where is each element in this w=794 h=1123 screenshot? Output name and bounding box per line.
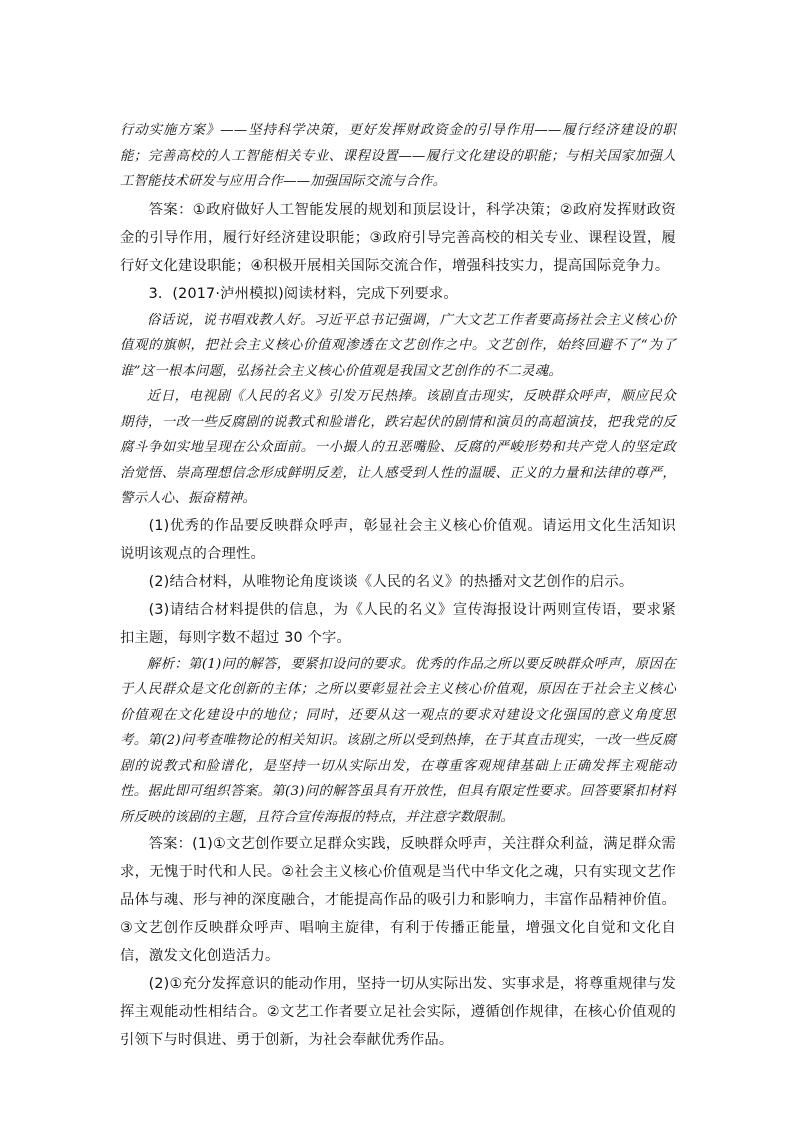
document-page [120, 118, 676, 1054]
analysis-paragraph: 解析：第(1)问的解答，要紧扣设问的要求。优秀的作品之所以要反映群众呼声，原因在于人民群众是文化创新的主体；之所以要彰显社会主义核心价值观，原因在于社会主义核心价值观在文化建设中的地位；同时，还要从这一观点的要求对建设文化强国的意义角度思考。第(2)问考查唯物论的相关知识。该剧之所以受到热捧，在于其直击现实，一改一些反腐剧的说教式和脸谱化，是坚持一切从实际出发，在尊重客观规律基础上正确发挥主观能动性。据此即可组织答案。第(3)问的解答虽具有开放性，但具有限定性要求。回答要紧扣材料所反映的该剧的主题，且符合宣传海报的特点，并注意字数限制。 [120, 656, 676, 825]
question-3-heading: 3．(2017·泸州模拟)阅读材料，完成下列要求。 [148, 285, 458, 302]
material-paragraph-2: 近日，电视剧《人民的名义》引发万民热捧。该剧直击现实，反映群众呼声，顺应民众期待，一改一些反腐剧的说教式和脸谱化，跌宕起伏的剧情和演员的高超演技，把我党的反腐斗争如实地呈现在公众面前。一小撮人的丑恶嘴脸、反腐的严峻形势和共产党人的坚定政治觉悟、崇高理想信念形成鲜明反差，让人感受到人性的温暖、正义的力量和法律的尊严，警示人心、振奋精神。 [120, 389, 676, 506]
sub-question-1: (1)优秀的作品要反映群众呼声，彰显社会主义核心价值观。请运用文化生活知识说明该观点的合理性。 [120, 517, 676, 562]
answer-part-1: 答案：(1)①文艺创作要立足群众实践，反映群众呼声，关注群众利益，满足群众需求，无愧于时代和人民。②社会主义核心价值观是当代中华文化之魂，只有实现文艺作品体与魂、形与神的深度融合，才能提高作品的吸引力和影响力，丰富作品精神价值。③文艺创作反映群众呼声、唱响主旋律，有利于传播正能量，增强文化自觉和文化自信，激发文化创造活力。 [120, 836, 676, 964]
answer-part-2: (2)①充分发挥意识的能动作用，坚持一切从实际出发、实事求是，将尊重规律与发挥主观能动性相结合。②文艺工作者要立足社会实际，遵循创作规律，在核心价值观的引领下与时俱进、勇于创新，为社会奉献优秀作品。 [120, 976, 676, 1048]
material-analysis-continuation: 行动实施方案》——坚持科学决策，更好发挥财政资金的引导作用——履行经济建设的职能；完善高校的人工智能相关专业、课程设置——履行文化建设的职能；与相关国家加强人工智能技术研发与应用合作——加强国际交流与合作。 [120, 123, 676, 189]
material-paragraph-1: 俗话说，说书唱戏教人好。习近平总书记强调，广大文艺工作者要高扬社会主义核心价值观的旗帜，把社会主义核心价值观渗透在文艺创作之中。文艺创作，始终回避不了“为了谁”这一根本问题，弘扬社会主义核心价值观是我国文艺创作的不二灵魂。 [120, 312, 676, 379]
sub-question-3: (3)请结合材料提供的信息，为《人民的名义》宣传海报设计两则宣传语，要求紧扣主题，每则字数不超过 30 个字。 [120, 601, 676, 646]
answer-question-2: 答案：①政府做好人工智能发展的规划和顶层设计，科学决策；②政府发挥财政资金的引导作用，履行好经济建设职能；③政府引导完善高校的相关专业、课程设置，履行好文化建设职能；④积极开展相关国际交流合作，增强科技实力，提高国际竞争力。 [120, 201, 676, 274]
sub-question-2: (2)结合材料，从唯物论角度谈谈《人民的名义》的热播对文艺创作的启示。 [148, 573, 634, 590]
